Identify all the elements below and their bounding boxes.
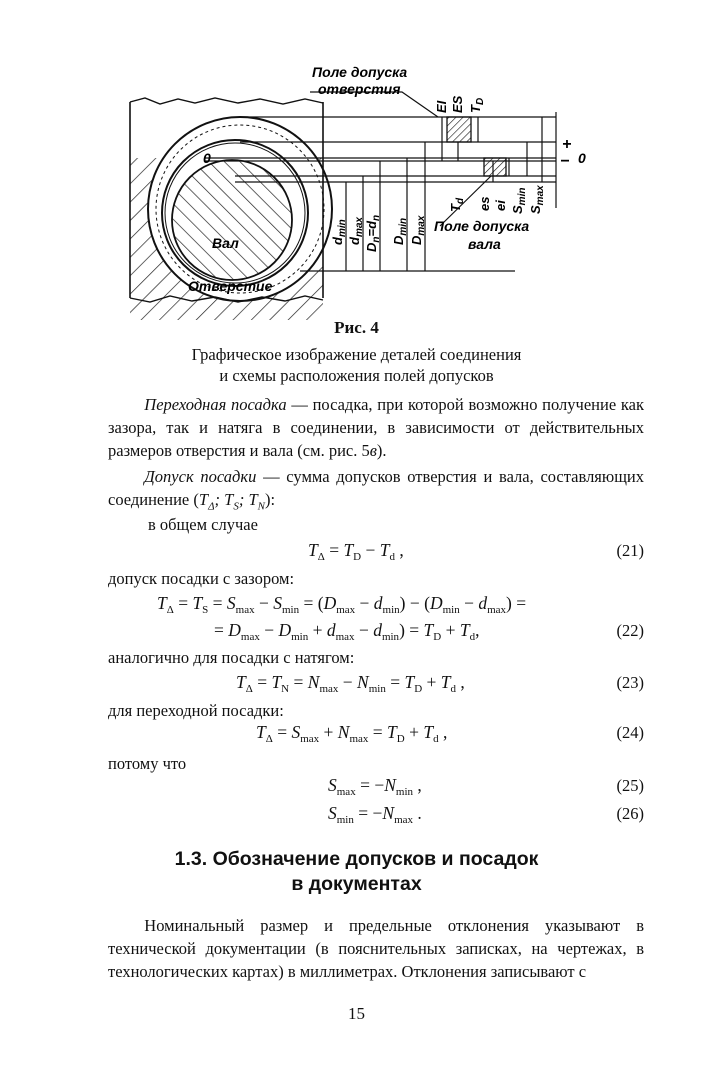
equation-number-23: (23): [616, 673, 644, 692]
equation-22-line-2: = $D_{max} - D_{min} + d_{max} - d_{min}) = T_D + T_d$,: [214, 620, 480, 643]
label-dmax-main: d: [347, 237, 362, 245]
paragraph-fit-tolerance-end: ):: [264, 490, 276, 509]
label-Dmin-main: D: [391, 235, 406, 245]
label-dmax-sub: max: [354, 217, 365, 238]
label-dmax: [347, 217, 365, 245]
figure-caption-line-2: и схемы расположения полей допусков: [219, 366, 494, 385]
label-Dmin: [391, 218, 409, 245]
plus-label: +: [562, 136, 572, 153]
label-Smin: [510, 188, 528, 214]
hole-label: Отверстие: [188, 278, 273, 294]
paragraph-transition-fit: [108, 393, 644, 462]
hole-tolerance-zone: [447, 117, 471, 142]
label-es: es: [477, 196, 492, 211]
label-Dmax-main: D: [409, 235, 424, 245]
hole-field-label-1: Поле допуска: [312, 64, 408, 80]
hole-field-label-2: отверстия: [318, 81, 401, 97]
label-Smin-sub: min: [517, 187, 528, 206]
tolerance-symbols: $T_\Delta$; $T_S$; $T_N$: [198, 490, 265, 513]
equation-23: $T_\Delta = T_N = N_{max} - N_{min} = T_D + T_d$ ,: [236, 672, 465, 695]
label-dn-main: d: [364, 220, 379, 229]
equation-number-26: (26): [616, 804, 644, 823]
term-fit-tolerance: Допуск посадки: [144, 467, 257, 486]
label-TD: [468, 98, 486, 113]
label-Dn-sub: n: [371, 236, 382, 243]
minus-label: −: [560, 153, 570, 170]
figure-caption-line-1: Графическое изображение деталей соединения: [191, 345, 522, 364]
equation-25: $S_{max} = -N_{min}$ ,: [328, 775, 422, 798]
label-Smax-main: S: [528, 205, 543, 214]
equation-21: $T_\Delta = T_D - T_d$ ,: [308, 540, 404, 563]
transition-fit-label: для переходной посадки:: [108, 701, 284, 720]
label-Td-main: T: [448, 204, 463, 212]
label-dmin: [330, 219, 348, 245]
label-Td: [448, 197, 466, 212]
paragraph-transition-fit-end: ).: [376, 441, 387, 460]
label-TD-sub: D: [475, 97, 486, 106]
label-Smax-sub: max: [535, 185, 546, 206]
because-label: потому что: [108, 754, 187, 773]
zero-right-label: 0: [578, 150, 586, 166]
tolerance-fit-diagram: [0, 0, 713, 320]
equation-24: $T_\Delta = S_{max} + N_{max} = T_D + T_d$ ,: [256, 722, 448, 745]
interference-fit-label: аналогично для посадки с натягом:: [108, 648, 355, 667]
label-Dn-dn: [364, 215, 382, 252]
equation-number-22: (22): [616, 621, 644, 640]
shaft-part: [156, 125, 324, 293]
label-dn-sub: n: [371, 214, 382, 221]
general-case-label: в общем случае: [148, 515, 258, 534]
label-Dn-main: D: [364, 242, 379, 252]
equation-22-line-1: $T_\Delta = T_S = S_{max} - S_{min} = (D_{max} - d_{min}) - (D_{min} - d_{max})$ =: [157, 593, 527, 616]
label-Dmax-sub: max: [416, 215, 427, 236]
label-TD-main: T: [468, 105, 483, 113]
label-Dn-eq: =: [364, 228, 379, 237]
label-Smin-main: S: [510, 205, 525, 214]
shaft-field-label-2: вала: [468, 236, 501, 252]
label-dmin-main: d: [330, 237, 345, 245]
paragraph-fit-tolerance-text: — сумма допусков отверстия и вала, составляющих соединение (: [108, 467, 645, 509]
section-heading-line-2: в документах: [291, 873, 422, 895]
clearance-fit-label: допуск посадки с зазором:: [108, 569, 295, 588]
paragraph-designation: Номинальный размер и предельные отклонения указывают в технической документации (в пояснительных записках, на чертежах, в технологических картах) в миллиметрах. Отклонения записывают с: [108, 916, 644, 981]
label-Dmin-sub: min: [398, 217, 409, 236]
zero-line-label: 0: [203, 150, 211, 166]
page-number: 15: [348, 1004, 365, 1023]
paragraph-transition-fit-text: — посадка, при которой возможно получение как зазора, так и натяга в соединении, в зависимости от действительных размеров отверстия и вала (см. рис. 5: [108, 395, 644, 460]
equation-26: $S_{min} = -N_{max}$ .: [328, 803, 422, 826]
label-ei: ei: [493, 200, 508, 211]
paragraph-fit-tolerance: [108, 465, 644, 518]
figure-ref-letter: в: [369, 441, 377, 460]
shaft-label: Вал: [212, 235, 239, 251]
shaft-tolerance-zone: [484, 158, 506, 176]
term-transition-fit: Переходная посадка: [144, 395, 287, 414]
equation-number-25: (25): [616, 776, 644, 795]
label-Dmax: [409, 215, 427, 245]
label-Smax: [528, 185, 546, 214]
label-Td-sub: d: [455, 197, 466, 205]
equation-number-24: (24): [616, 723, 644, 742]
figure-caption: [150, 344, 563, 386]
label-dmin-sub: min: [337, 219, 348, 238]
label-EI: EI: [434, 100, 449, 113]
section-heading: [0, 847, 713, 897]
equation-number-21: (21): [616, 541, 644, 560]
shaft-field-label-1: Поле допуска: [434, 218, 530, 234]
section-heading-line-1: 1.3. Обозначение допусков и посадок: [174, 848, 539, 870]
label-ES: ES: [450, 95, 465, 113]
figure-number: Рис. 4: [334, 318, 379, 337]
